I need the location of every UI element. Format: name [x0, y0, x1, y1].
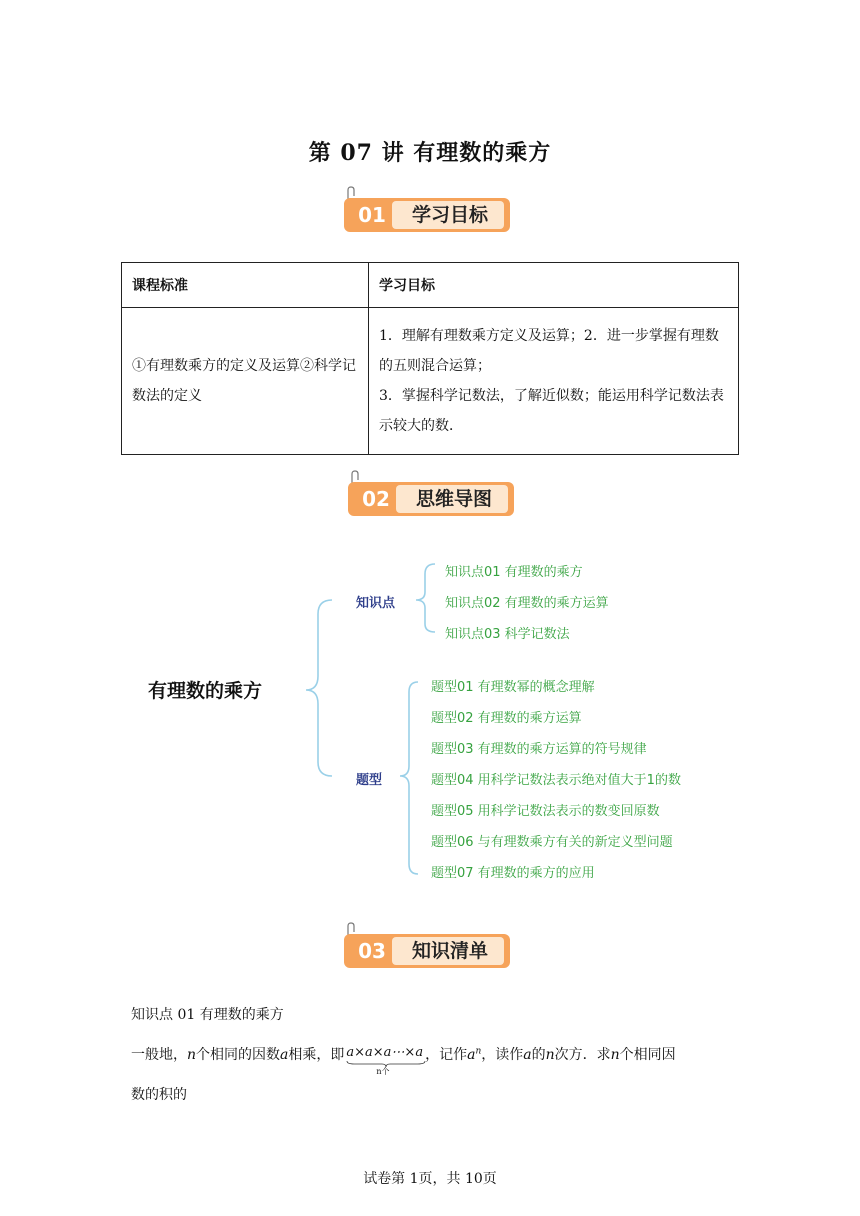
mind-map-leaf: 题型02 有理数的乘方运算 — [431, 711, 582, 726]
table-header-cell: 学习目标 — [369, 263, 739, 308]
section-label: 学习目标 — [411, 204, 488, 226]
section-number: 01 — [358, 203, 386, 227]
mind-map-leaf: 题型04 用科学记数法表示绝对值大于1的数 — [431, 773, 681, 788]
course-standard-cell: ①有理数乘方的定义及运算②科学记数法的定义 — [122, 308, 369, 455]
mind-map-leaf: 题型03 有理数的乘方运算的符号规律 — [431, 742, 647, 757]
mind-map-leaf: 题型06 与有理数乘方有关的新定义型问题 — [431, 835, 673, 850]
mind-map-root: 有理数的乘方 — [148, 680, 263, 702]
knowledge-paragraph-continued: 数的积的 — [131, 1087, 187, 1103]
table-header-row — [122, 263, 739, 308]
mind-map-leaf: 题型05 用科学记数法表示的数变回原数 — [431, 804, 660, 819]
section-number: 02 — [362, 487, 390, 511]
learning-goals-cell — [369, 308, 739, 455]
goal-line: 3．掌握科学记数法，了解近似数；能运用科学记数法表示较大的数． — [379, 388, 724, 434]
mind-map-category-types: 题型 — [356, 773, 383, 788]
mind-map-leaf: 题型01 有理数幂的概念理解 — [431, 680, 595, 695]
section-badge-goals — [344, 186, 512, 234]
section-number: 03 — [358, 939, 386, 963]
mind-map-leaf: 知识点03 科学记数法 — [445, 627, 570, 642]
mind-map-leaf: 知识点01 有理数的乘方 — [445, 565, 583, 580]
knowledge-heading: 知识点 01 有理数的乘方 — [131, 1007, 284, 1023]
section-badge-mindmap — [348, 470, 516, 518]
goal-line: 1．理解有理数乘方定义及运算；2．进一步掌握有理数的五则混合运算； — [379, 328, 719, 374]
page-footer: 试卷第 1页，共 10页 — [363, 1171, 497, 1187]
table-header-cell: 课程标准 — [122, 263, 369, 308]
learning-goals-table — [121, 262, 739, 455]
page-title: 第 07 讲 有理数的乘方 — [308, 140, 552, 166]
section-label: 思维导图 — [415, 488, 492, 510]
mind-map-leaf: 知识点02 有理数的乘方运算 — [445, 596, 609, 611]
mind-map-leaf: 题型07 有理数的乘方的应用 — [431, 866, 595, 881]
table-row — [122, 308, 739, 455]
section-badge-knowledge-list — [344, 922, 512, 970]
mind-map-category-knowledge: 知识点 — [356, 596, 396, 611]
section-label: 知识清单 — [411, 940, 488, 962]
product-expression: a×a×a⋯×a n个 — [346, 1044, 423, 1060]
knowledge-paragraph: 一般地，n个相同的因数a相乘，即 a×a×a⋯×a n个 ，记作$a^n$，读作a的n次方．求n个相同因 — [131, 1045, 676, 1076]
